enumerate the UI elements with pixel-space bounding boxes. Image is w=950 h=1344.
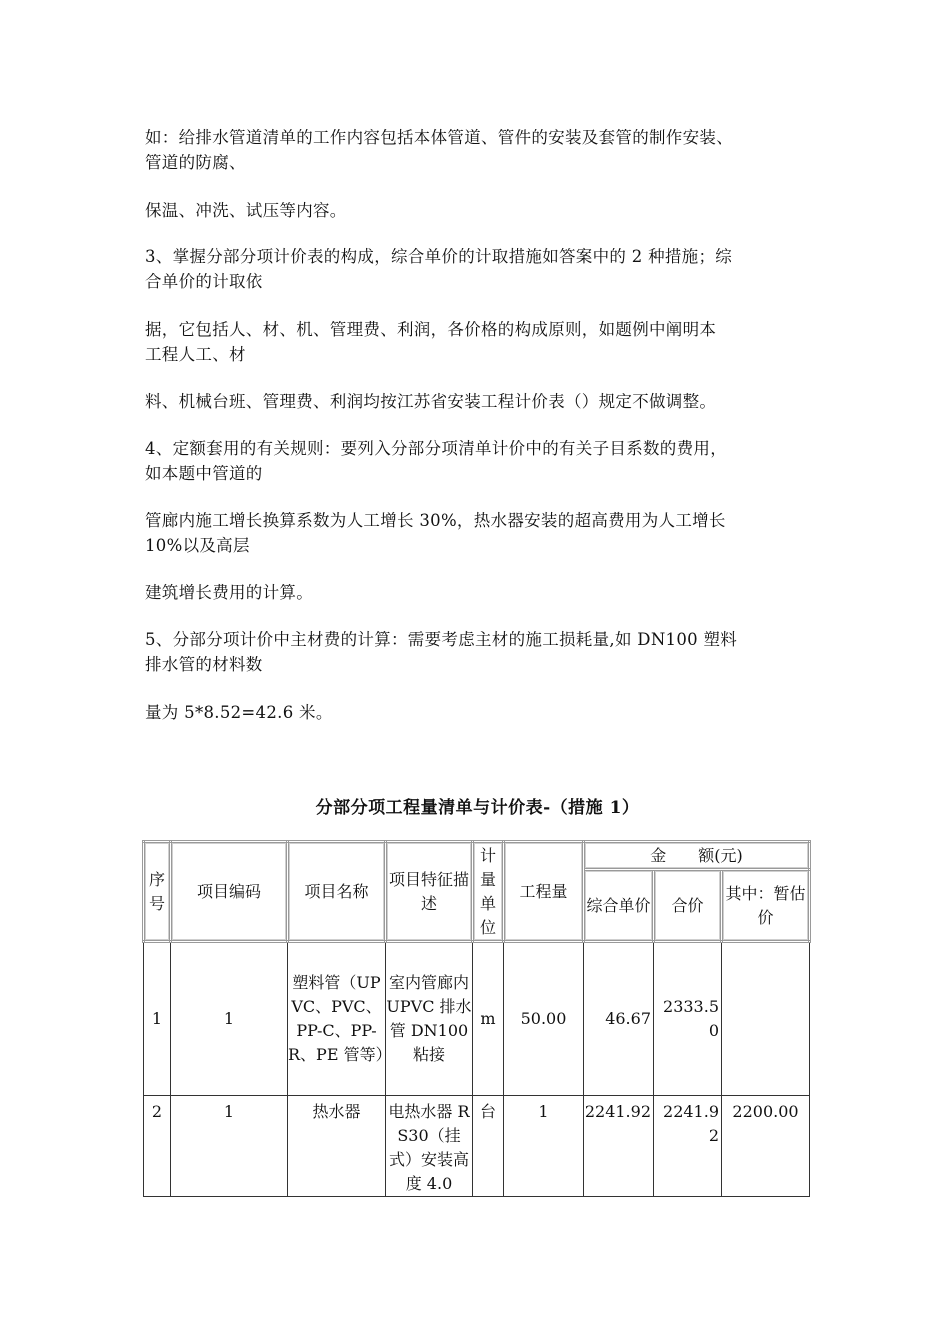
paragraph: 料、机械台班、管理费、利润均按江苏省安装工程计价表（）规定不做调整。 <box>145 392 717 411</box>
cell-code: 1 <box>171 1096 288 1197</box>
cell-unit: 台 <box>473 1096 504 1197</box>
paragraph: 建筑增长费用的计算。 <box>145 583 313 602</box>
bill-of-quantities-table <box>142 840 811 1197</box>
table-row <box>144 942 810 1096</box>
cell-name: 热水器 <box>288 1096 386 1197</box>
header-seq: 序号 <box>144 842 171 942</box>
cell-total: 2333.50 <box>654 942 722 1096</box>
paragraph: 5、分部分项计价中主材费的计算：需要考虑主材的施工损耗量,如 DN100 塑料 排水管的材料数 <box>145 630 738 674</box>
header-desc: 项目特征描述 <box>386 842 473 942</box>
cell-desc: 电热水器 RS30（挂式）安装高度 4.0 <box>386 1096 473 1197</box>
cell-name: 塑料管（UPVC、PVC、PP-C、PP-R、PE 管等） <box>288 942 386 1096</box>
cell-unit-price: 46.67 <box>584 942 654 1096</box>
header-amount: 金 额(元) <box>584 842 810 870</box>
paragraph: 如：给排水管道清单的工作内容包括本体管道、管件的安装及套管的制作安装、 管道的防腐、 <box>145 128 733 172</box>
paragraph: 管廊内施工增长换算系数为人工增长 30%，热水器安装的超高费用为人工增长 10%以及高层 <box>145 511 726 555</box>
header-unit-price: 综合单价 <box>584 870 654 942</box>
paragraph: 量为 5*8.52=42.6 米。 <box>145 703 333 722</box>
cell-seq: 1 <box>144 942 171 1096</box>
cell-qty: 50.00 <box>504 942 584 1096</box>
header-total: 合价 <box>654 870 722 942</box>
paragraph: 保温、冲洗、试压等内容。 <box>145 201 347 220</box>
paragraph: 据，它包括人、材、机、管理费、利润，各价格的构成原则，如题例中阐明本 工程人工、材 <box>145 320 717 364</box>
header-code: 项目编码 <box>171 842 288 942</box>
cell-unit: m <box>473 942 504 1096</box>
header-qty: 工程量 <box>504 842 584 942</box>
cell-unit-price: 2241.92 <box>584 1096 654 1197</box>
cell-provisional: 2200.00 <box>722 1096 810 1197</box>
table-row <box>144 1096 810 1197</box>
cell-seq: 2 <box>144 1096 171 1197</box>
paragraph: 3、掌握分部分项计价表的构成，综合单价的计取措施如答案中的 2 种措施；综 合单价的计取依 <box>145 247 733 291</box>
cell-code: 1 <box>171 942 288 1096</box>
header-provisional: 其中：暂估价 <box>722 870 810 942</box>
paragraph: 4、定额套用的有关规则：要列入分部分项清单计价中的有关子目系数的费用， 如本题中管道的 <box>145 439 727 483</box>
cell-total: 2241.92 <box>654 1096 722 1197</box>
header-unit: 计量单位 <box>473 842 504 942</box>
cell-qty: 1 <box>504 1096 584 1197</box>
header-name: 项目名称 <box>288 842 386 942</box>
cell-desc: 室内管廊内 UPVC 排水管 DN100 粘接 <box>386 942 473 1096</box>
table-title: 分部分项工程量清单与计价表-（措施 1） <box>315 798 640 818</box>
cell-provisional <box>722 942 810 1096</box>
